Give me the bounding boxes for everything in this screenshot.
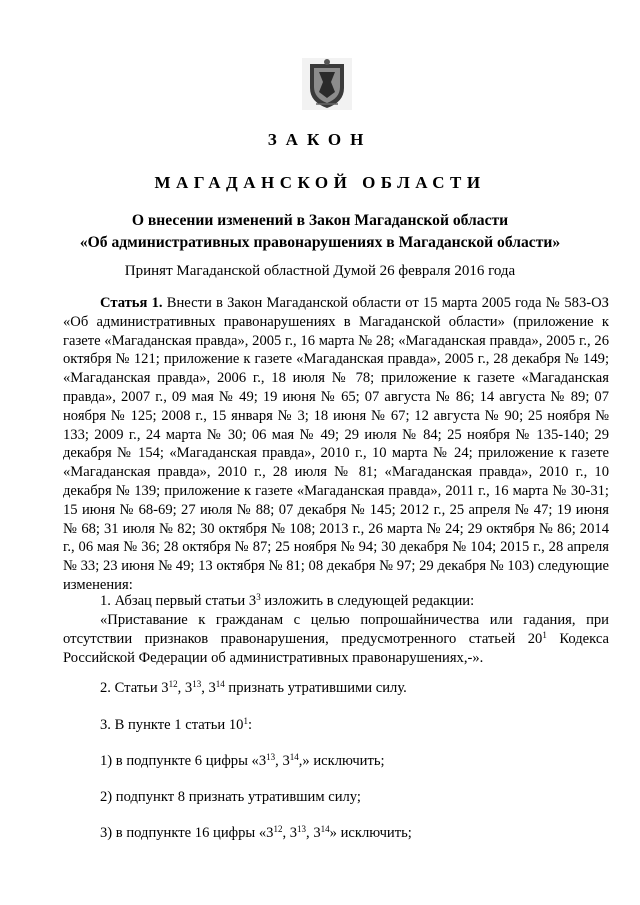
subitem-3-text-b: , 3 xyxy=(282,825,298,841)
subitem-3-sup-3: 14 xyxy=(320,824,330,834)
item-1-quote xyxy=(63,611,609,668)
item-1-text-a: 1. Абзац первый статьи 3 xyxy=(100,593,257,609)
item-2-sup-1: 12 xyxy=(168,679,178,689)
subitem-3 xyxy=(63,825,640,842)
item-1 xyxy=(63,592,609,668)
article-1-label: Статья 1. xyxy=(100,295,163,311)
item-3-sup: 1 xyxy=(243,716,248,726)
region-title: МАГАДАНСКОЙ ОБЛАСТИ xyxy=(154,173,486,192)
item-2-sup-2: 13 xyxy=(192,679,202,689)
adoption-date-line: Принят Магаданской областной Думой 26 февраля 2016 года xyxy=(124,263,516,279)
item-2-text-a: 2. Статьи 3 xyxy=(100,680,169,696)
item-2 xyxy=(63,680,640,697)
subitem-1-sup-1: 13 xyxy=(266,752,276,762)
item-3-text-b: : xyxy=(247,717,253,733)
item-1-text-b: изложить в следующей редакции: xyxy=(260,593,475,609)
article-1-paragraph xyxy=(63,294,609,595)
subitem-1-text-a: 1) в подпункте 6 цифры «3 xyxy=(100,753,267,769)
subitem-3-text-d: » исключить; xyxy=(329,825,412,841)
subitem-1 xyxy=(63,753,640,770)
item-2-sup-3: 14 xyxy=(215,679,225,689)
document-type-title: ЗАКОН xyxy=(267,130,373,149)
coat-of-arms-icon xyxy=(302,58,352,110)
subitem-3-text-c: , 3 xyxy=(306,825,321,841)
item-1-quote-b: Кодекса Российской Федерации об административных правонарушениях,-». xyxy=(63,631,609,666)
subitem-1-text-c: ,» исключить; xyxy=(298,753,385,769)
subitem-2: 2) подпункт 8 признать утратившим силу; xyxy=(100,789,361,805)
item-3 xyxy=(63,717,640,734)
item-2-text-b: , 3 xyxy=(177,680,193,696)
item-1-lead xyxy=(63,592,609,611)
subitem-1-sup-2: 14 xyxy=(289,752,299,762)
item-2-text-d: признать утратившими силу. xyxy=(224,680,407,696)
subitem-3-sup-1: 12 xyxy=(273,824,283,834)
item-1-sup: 3 xyxy=(256,592,261,602)
subitem-1-text-b: , 3 xyxy=(275,753,290,769)
law-heading-line-1: О внесении изменений в Закон Магаданской области xyxy=(131,212,509,229)
item-1-quote-sup: 1 xyxy=(542,630,547,640)
item-2-text-c: , 3 xyxy=(201,680,216,696)
subitem-3-sup-2: 13 xyxy=(297,824,307,834)
law-heading xyxy=(0,210,640,254)
article-1-text: Внести в Закон Магаданской области от 15 марта 2005 года № 583-ОЗ «Об административных правонарушениях в Магаданской области» (приложение к газете «Магаданская правда», 2005 г., 16 марта № 28; «Магаданская правда», 2005 г., 26 октября № 121; приложение к газете «Магаданская правда», 2005 г., 28 декабря № 149; «Магаданская правда», 2006 г., 18 июля № 78; приложение к газете «Магаданская правда», 2007 г., 09 мая № 49; 19 июня № 65; 07 августа № 86; 14 августа № 89; 07 ноября № 125; 2008 г., 15 января № 3; 18 июня № 67; 12 августа № 90; 25 ноября № 133; 2009 г., 24 марта № 30; 06 мая № 49; 29 июля № 84; 25 ноября № 135-140; 29 декабря № 154; «Магаданская правда», 2010 г., 10 марта № 24; приложение к газете «Магаданская правда», 2010 г., 28 июля № 81; «Магаданская правда», 2010 г., 10 декабря № 139; приложение к газете «Магаданская правда», 2011 г., 16 марта № 30-31; 15 июня № 68-69; 27 июля № 88; 07 декабря № 145; 2012 г., 25 апреля № 47; 19 июня № 68; 31 июля № 82; 30 октября № 108; 2013 г., 26 марта № 24; 29 октября № 86; 2014 г., 06 мая № 36; 28 октября № 87; 25 ноября № 94; 30 декабря № 104; 2015 г., 28 апреля № 33; 23 июня № 49; 13 октября № 81; 08 декабря № 97; 29 декабря № 103) следующие изменения: xyxy=(63,295,609,593)
item-3-text-a: 3. В пункте 1 статьи 10 xyxy=(100,717,244,733)
item-1-quote-a: «Приставание к гражданам с целью попрошайничества или гадания, при отсутствии признаков правонарушения, предусмотренного статьей 20 xyxy=(63,612,609,647)
subitem-3-text-a: 3) в подпункте 16 цифры «3 xyxy=(100,825,274,841)
law-heading-line-2: «Об административных правонарушениях в Магаданской области» xyxy=(79,234,561,251)
